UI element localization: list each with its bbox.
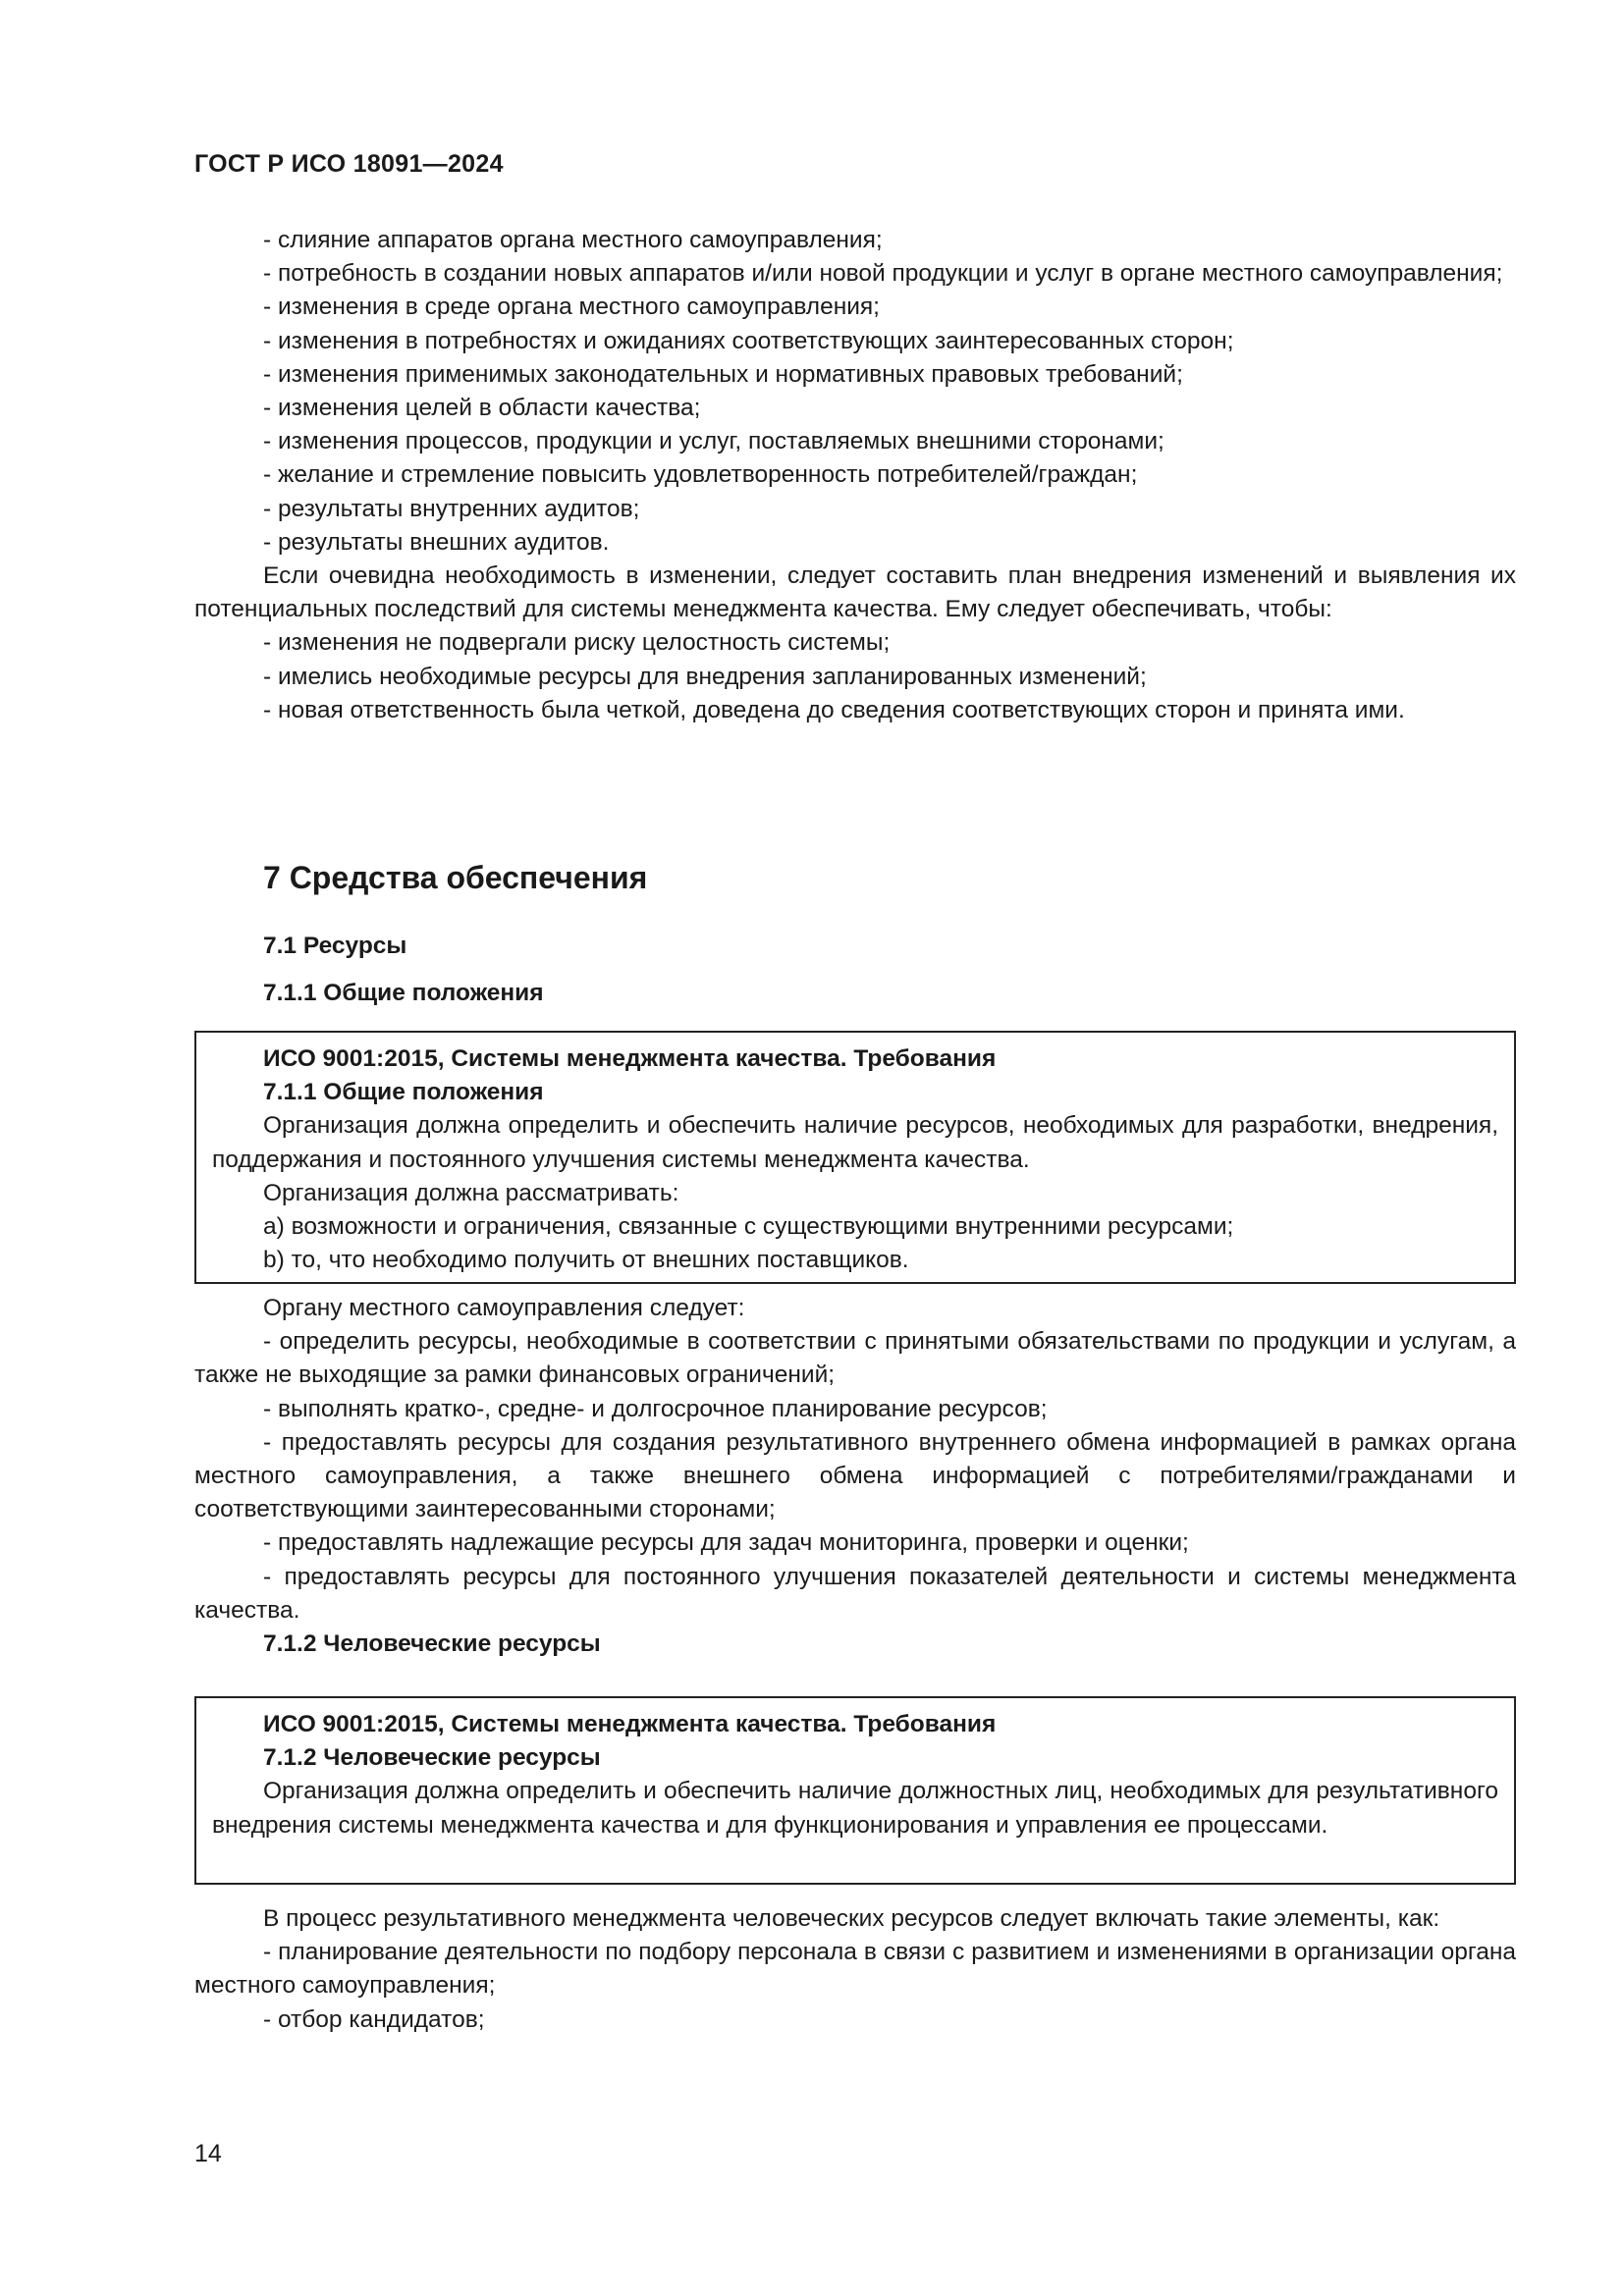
list-item: - изменения не подвергали риску целостность системы; [263,629,891,657]
iso-quote-box-7-1-2 [194,1696,1516,1885]
list-item: - предоставлять ресурсы для создания результативного внутреннего обмена информацией в рамках органа местного самоуправления, а также внешнего обмена информацией с потребителями/гражданами и соответствующими заинтересованными сторонами; [194,1428,1516,1523]
change-factors-block [194,224,1516,727]
page-number: 14 [194,2140,222,2167]
quote-standard-title: ИСО 9001:2015, Системы менеджмента качества. Требования [263,1045,997,1072]
list-item: - изменения в потребностях и ожиданиях соответствующих заинтересованных сторон; [263,327,1234,354]
quote-clause-title: 7.1.1 Общие положения [263,1079,544,1106]
list-item: - потребность в создании новых аппаратов и/или новой продукции и услуг в органе местного самоуправления; [263,260,1503,288]
list-item: - слияние аппаратов органа местного самоуправления; [263,227,883,253]
intro-paragraph: Органу местного самоуправления следует: [263,1295,745,1321]
list-item: - определить ресурсы, необходимые в соответствии с принятыми обязательствами по продукции и услугам, а также не выходящие за рамки финансовых ограничений; [194,1328,1516,1389]
document-header: ГОСТ Р ИСО 18091—2024 [194,150,504,178]
list-item: - изменения применимых законодательных и нормативных правовых требований; [263,360,1183,388]
list-item: - желание и стремление повысить удовлетворенность потребителей/граждан; [263,461,1138,489]
list-item: - предоставлять ресурсы для постоянного улучшения показателей деятельности и системы менеджмента качества. [194,1563,1516,1624]
quote-list-item-b: b) то, что необходимо получить от внешних поставщиков. [263,1247,909,1274]
list-item: - результаты внешних аудитов. [263,528,610,556]
list-item: - изменения в среде органа местного самоуправления; [263,294,880,321]
local-authority-resources-block [194,1292,1516,1661]
quote-standard-title: ИСО 9001:2015, Системы менеджмента качества. Требования [263,1711,997,1737]
list-item: - новая ответственность была четкой, доведена до сведения соответствующих сторон и принята ими. [263,696,1405,723]
section-7-1-title: 7.1 Ресурсы [263,933,407,959]
quote-list-item-a: a) возможности и ограничения, связанные с существующими внутренними ресурсами; [263,1213,1234,1241]
iso-quote-box-7-1-1 [194,1031,1516,1284]
quote-clause-title: 7.1.2 Человеческие ресурсы [263,1744,601,1772]
hr-paragraph: В процесс результативного менеджмента человеческих ресурсов следует включать такие элементы, как: [263,1905,1440,1932]
list-item: - предоставлять надлежащие ресурсы для задач мониторинга, проверки и оценки; [263,1529,1189,1557]
list-item: - отбор кандидатов; [263,2005,485,2033]
list-item: - имелись необходимые ресурсы для внедрения запланированных изменений; [263,663,1147,690]
list-item: - планирование деятельности по подбору персонала в связи с развитием и изменениями в организации органа местного самоуправления; [194,1939,1516,2000]
list-item: - изменения процессов, продукции и услуг, поставляемых внешними сторонами; [263,428,1164,455]
section-7-title: 7 Средства обеспечения [263,860,648,895]
quote-paragraph: Организация должна рассматривать: [263,1179,679,1206]
change-plan-paragraph: Если очевидна необходимость в изменении, следует составить план внедрения изменений и выявления их потенциальных последствий для системы менеджмента качества. Ему следует обеспечивать, чтобы: [194,562,1516,623]
section-7-1-2-title: 7.1.2 Человеческие ресурсы [263,1630,601,1658]
quote-paragraph: Организация должна определить и обеспечить наличие должностных лиц, необходимых для результативного внедрения системы менеджмента качества и для функционирования и управления ее процессами. [212,1778,1498,1839]
section-7-1-1-title: 7.1.1 Общие положения [263,980,544,1006]
quote-paragraph: Организация должна определить и обеспечить наличие ресурсов, необходимых для разработки, внедрения, поддержания и постоянного улучшения системы менеджмента качества. [212,1112,1498,1173]
hr-management-block [194,1902,1516,2037]
list-item: - изменения целей в области качества; [263,395,701,422]
list-item: - результаты внутренних аудитов; [263,495,640,522]
list-item: - выполнять кратко-, средне- и долгосрочное планирование ресурсов; [263,1395,1048,1422]
